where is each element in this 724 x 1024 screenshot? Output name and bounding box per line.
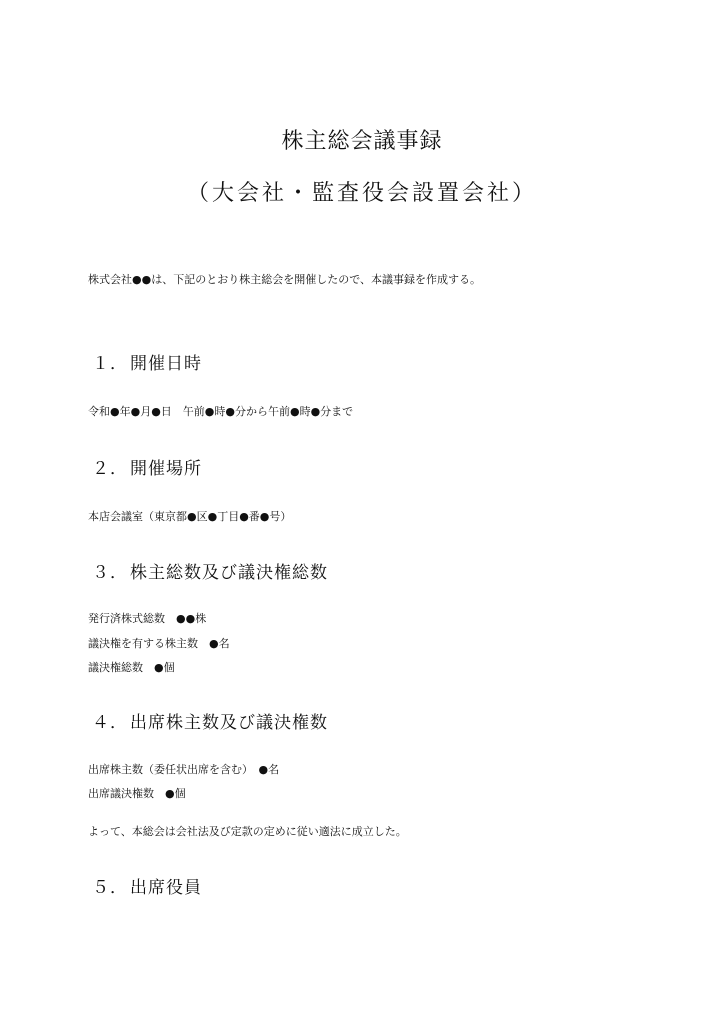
section-4-line: 出席株主数（委任状出席を含む） ●名 — [88, 763, 280, 776]
section-number: ５． — [92, 878, 128, 898]
section-4-conclusion: よって、本総会は会社法及び定款の定めに従い適法に成立した。 — [88, 825, 407, 838]
section-4-line: 出席議決権数 ●個 — [88, 787, 186, 800]
section-1-line: 令和●年●月●日 午前●時●分から午前●時●分まで — [88, 405, 354, 418]
section-heading-1 — [92, 353, 202, 375]
section-number: ３． — [92, 563, 128, 583]
section-heading-4 — [92, 712, 328, 734]
section-number: ２． — [92, 459, 128, 479]
section-title: 開催日時 — [130, 354, 202, 374]
section-heading-5 — [92, 877, 202, 899]
document-subtitle: （大会社・監査役会設置会社） — [186, 181, 537, 206]
section-3-line: 議決権総数 ●個 — [88, 661, 175, 674]
section-number: ４． — [92, 713, 128, 733]
intro-paragraph: 株式会社●●は、下記のとおり株主総会を開催したので、本議事録を作成する。 — [88, 273, 481, 286]
section-number: １． — [92, 354, 128, 374]
section-heading-3 — [92, 562, 328, 584]
section-2-line: 本店会議室（東京都●区●丁目●番●号） — [88, 510, 292, 523]
document-title: 株主総会議事録 — [281, 129, 443, 154]
section-title: 出席株主数及び議決権数 — [130, 713, 328, 733]
section-3-line: 議決権を有する株主数 ●名 — [88, 637, 230, 650]
section-heading-2 — [92, 458, 202, 480]
section-3-line: 発行済株式総数 ●●株 — [88, 612, 207, 625]
section-title: 開催場所 — [130, 459, 202, 479]
section-title: 出席役員 — [130, 878, 202, 898]
section-title: 株主総数及び議決権総数 — [130, 563, 328, 583]
